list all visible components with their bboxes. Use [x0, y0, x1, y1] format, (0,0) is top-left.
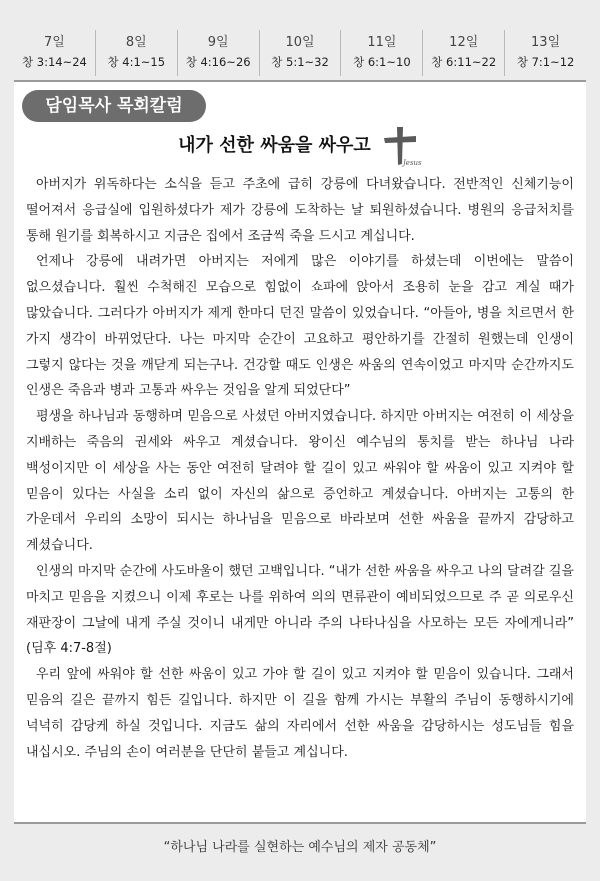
pastor-column [14, 80, 586, 824]
column-body [26, 172, 574, 765]
column-title-row [14, 124, 586, 168]
schedule-day [177, 30, 259, 76]
schedule-day-label: 13일 [531, 35, 561, 50]
schedule-day [259, 30, 341, 76]
column-paragraph: 아버지가 위독하다는 소식을 듣고 주초에 급히 강릉에 다녀왔습니다. 전반적인 신체기능이 떨어져서 응급실에 입원하셨다가 제가 강릉에 도착하는 날 퇴원하셨습니다. 병원의 응급처치를 통해 원기를 회복하시고 지금은 집에서 조금씩 죽을 드시고 계십니다. [26, 177, 574, 244]
schedule-day [422, 30, 504, 76]
schedule-day-label: 12일 [449, 35, 479, 50]
schedule-reference: 창 7:1~12 [516, 55, 575, 69]
schedule-day-label: 9일 [207, 35, 229, 50]
schedule-reference: 창 4:1~15 [107, 55, 166, 69]
schedule-day-label: 11일 [367, 35, 397, 50]
schedule-day [340, 30, 422, 76]
column-paragraph: 우리 앞에 싸워야 할 선한 싸움이 있고 가야 할 길이 있고 지켜야 할 믿음이 있습니다. 그래서 믿음의 길은 끝까지 힘든 길입니다. 하지만 이 길을 함께 가시는 부활의 주님이 동행하시기에 넉넉히 감당케 하실 것입니다. 지금도 삶의 자리에서 선한 싸움을 감당하시는 성도님들 힘을 내십시오. 주님의 손이 여러분을 단단히 붙들고 계십니다. [26, 667, 575, 760]
schedule-reference: 창 5:1~32 [271, 55, 329, 69]
cross-icon [378, 124, 422, 168]
column-badge: 담임목사 목회칼럼 [22, 90, 206, 122]
schedule-day [95, 30, 177, 76]
column-paragraph: 언제나 강릉에 내려가면 아버지는 저에게 많은 이야기를 하셨는데 이번에는 말씀이 없으셨습니다. 훨씬 수척해진 모습으로 힘없이 쇼파에 앉아서 조용히 눈을 감고 계실 때가 많았습니다. 그러다가 아버지가 제게 한마디 던진 말씀이 있었습니다. “아들아, 병을 치르면서 한 가지 생각이 바뀌었단다. 나는 마지막 순간이 고요하고 평안하기를 간절히 원했는데 인생이 그렇지 않다는 것을 깨닫게 되는구나. 건강할 때도 인생은 싸움의 연속이었고 마지막 순간까지도 인생은 죽음과 병과 고통과 싸우는 것임을 알게 되었단다” [26, 254, 574, 399]
schedule-reference: 창 3:14~24 [22, 55, 87, 69]
schedule-day-label: 7일 [44, 35, 65, 50]
schedule-day [504, 30, 586, 76]
church-motto: “하나님 나라를 실현하는 예수님의 제자 공동체” [163, 840, 437, 855]
reading-schedule [14, 30, 586, 76]
jesus-logo-text: Jesus [402, 159, 422, 167]
schedule-reference: 창 6:11~22 [431, 55, 497, 69]
schedule-day [14, 30, 95, 76]
schedule-reference: 창 4:16~26 [185, 55, 251, 69]
column-title: 내가 선한 싸움을 싸우고 [178, 135, 371, 156]
column-paragraph: 평생을 하나님과 동행하며 믿음으로 사셨던 아버지였습니다. 하지만 아버지는 여전히 이 세상을 지배하는 죽음의 권세와 싸우고 계셨습니다. 왕이신 예수님의 통치를 받는 하나님 나라 백성이지만 이 세상을 사는 동안 여전히 달려야 할 길이 있고 싸워야 할 싸움이 있고 지켜야 할 믿음이 있다는 사실을 소리 없이 자신의 삶으로 증언하고 계셨습니다. 아버지는 고통의 한 가운데서 우리의 소망이 되시는 하나님을 믿음으로 바라보며 선한 싸움을 끝까지 감당하고 계셨습니다. [26, 409, 574, 554]
column-paragraph: 인생의 마지막 순간에 사도바울이 했던 고백입니다. “내가 선한 싸움을 싸우고 나의 달려갈 길을 마치고 믿음을 지켰으니 이제 후로는 나를 위하여 의의 면류관이 예비되었으므로 주 곧 의로우신 재판장이 그날에 내게 주실 것이니 내게만 아니라 주의 나타나심을 사모하는 모든 자에게니라” (딤후 4:7-8절) [26, 563, 574, 657]
schedule-day-label: 8일 [125, 35, 147, 50]
schedule-reference: 창 6:1~10 [353, 55, 411, 69]
schedule-day-label: 10일 [285, 35, 315, 50]
